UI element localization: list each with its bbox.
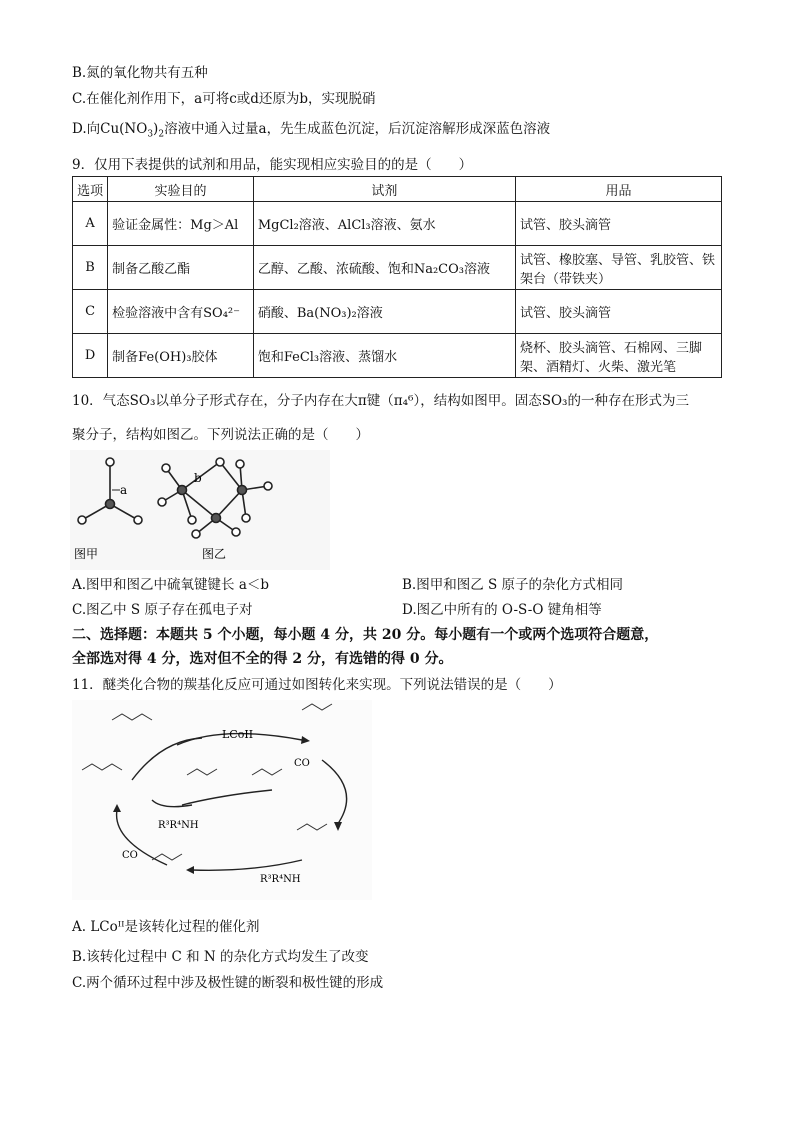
q11-option-a: A. LCoᴵᴵ是该转化过程的催化剂 bbox=[72, 919, 260, 935]
q10-stem-line2: 聚分子，结构如图乙。下列说法正确的是（ ） bbox=[72, 427, 369, 443]
row-reagent: 硝酸、Ba(NO₃)₂溶液 bbox=[253, 290, 515, 334]
row-option: A bbox=[73, 202, 108, 246]
row-items: 试管、橡胶塞、导管、乳胶管、铁架台（带铁夹） bbox=[516, 246, 722, 290]
row-reagent: 乙醇、乙酸、浓硫酸、饱和Na₂CO₃溶液 bbox=[253, 246, 515, 290]
q8-option-d-sub2: 2 bbox=[158, 129, 165, 140]
q9-col-purpose: 实验目的 bbox=[108, 177, 254, 202]
table-row bbox=[73, 246, 722, 290]
q8-option-d-formula: Cu(NO bbox=[100, 121, 148, 137]
q8-option-d-close: ) bbox=[153, 121, 159, 137]
row-purpose: 验证金属性：Mg＞Al bbox=[108, 202, 254, 246]
row-option: D bbox=[73, 334, 108, 378]
q8-option-d-sub3: 3 bbox=[147, 129, 154, 140]
table-row bbox=[73, 334, 722, 378]
fig-jia-caption: 图甲 bbox=[74, 547, 99, 561]
row-purpose: 制备Fe(OH)₃胶体 bbox=[108, 334, 254, 378]
q8-option-d-rest: 溶液中通入过量a，先生成蓝色沉淀，后沉淀溶解形成深蓝色溶液 bbox=[164, 121, 551, 137]
catalyst-lcoii-label: LCoII bbox=[222, 728, 254, 741]
row-items: 试管、胶头滴管 bbox=[516, 202, 722, 246]
amine-upper-label: R³R⁴NH bbox=[158, 820, 199, 831]
amine-lower-label: R³R⁴NH bbox=[260, 874, 301, 885]
bond-b-label: b bbox=[194, 471, 202, 485]
q9-col-reagent: 试剂 bbox=[253, 177, 515, 202]
row-reagent: MgCl₂溶液、AlCl₃溶液、氨水 bbox=[253, 202, 515, 246]
bond-a-label: a bbox=[120, 483, 128, 497]
q10-option-b: B.图甲和图乙 S 原子的杂化方式相同 bbox=[402, 577, 624, 593]
co-top-label: CO bbox=[294, 758, 310, 769]
row-option: C bbox=[73, 290, 108, 334]
q8-option-c: C.在催化剂作用下，a可将c或d还原为b，实现脱硝 bbox=[72, 91, 376, 107]
row-purpose: 检验溶液中含有SO₄²⁻ bbox=[108, 290, 254, 334]
q9-stem: 9．仅用下表提供的试剂和用品，能实现相应实验目的的是（ ） bbox=[72, 157, 473, 173]
q9-table bbox=[72, 176, 722, 378]
fig-yi-caption: 图乙 bbox=[202, 547, 227, 561]
q9-col-option: 选项 bbox=[73, 177, 108, 202]
q8-option-b: B.氮的氧化物共有五种 bbox=[72, 65, 208, 81]
row-reagent: 饱和FeCl₃溶液、蒸馏水 bbox=[253, 334, 515, 378]
q11-stem: 11．醚类化合物的羰基化反应可通过如图转化来实现。下列说法错误的是（ ） bbox=[72, 677, 562, 693]
table-row bbox=[73, 290, 722, 334]
q10-option-c: C.图乙中 S 原子存在孤电子对 bbox=[72, 602, 253, 618]
row-option: B bbox=[73, 246, 108, 290]
q11-option-b: B.该转化过程中 C 和 N 的杂化方式均发生了改变 bbox=[72, 949, 369, 965]
q10-option-d: D.图乙中所有的 O-S-O 键角相等 bbox=[402, 602, 602, 618]
row-items: 试管、胶头滴管 bbox=[516, 290, 722, 334]
q9-col-items: 用品 bbox=[516, 177, 722, 202]
q8-option-d-prefix: D.向 bbox=[72, 121, 101, 137]
row-purpose: 制备乙酸乙酯 bbox=[108, 246, 254, 290]
q9-table-header bbox=[73, 177, 722, 202]
q10-option-a: A.图甲和图乙中硫氧键键长 a＜b bbox=[72, 577, 270, 593]
q10-stem-line1: 10．气态SO₃以单分子形式存在，分子内存在大π键（π₄⁶），结构如图甲。固态SO₃的一种存在形式为三 bbox=[72, 393, 689, 409]
co-left-label: CO bbox=[122, 850, 138, 861]
q10-figure bbox=[70, 450, 330, 570]
row-items: 烧杯、胶头滴管、石棉网、三脚架、酒精灯、火柴、激光笔 bbox=[516, 334, 722, 378]
q11-option-c: C.两个循环过程中涉及极性键的断裂和极性键的形成 bbox=[72, 975, 384, 991]
section2-heading-line1: 二、选择题：本题共 5 个小题，每小题 4 分，共 20 分。每小题有一个或两个选项符合题意， bbox=[72, 627, 659, 643]
section2-heading-line2: 全部选对得 4 分，选对但不全的得 2 分，有选错的得 0 分。 bbox=[72, 651, 453, 667]
table-row bbox=[73, 202, 722, 246]
q11-cycle-figure bbox=[72, 700, 372, 900]
q8-option-d bbox=[72, 120, 550, 144]
figure-background bbox=[70, 450, 330, 570]
